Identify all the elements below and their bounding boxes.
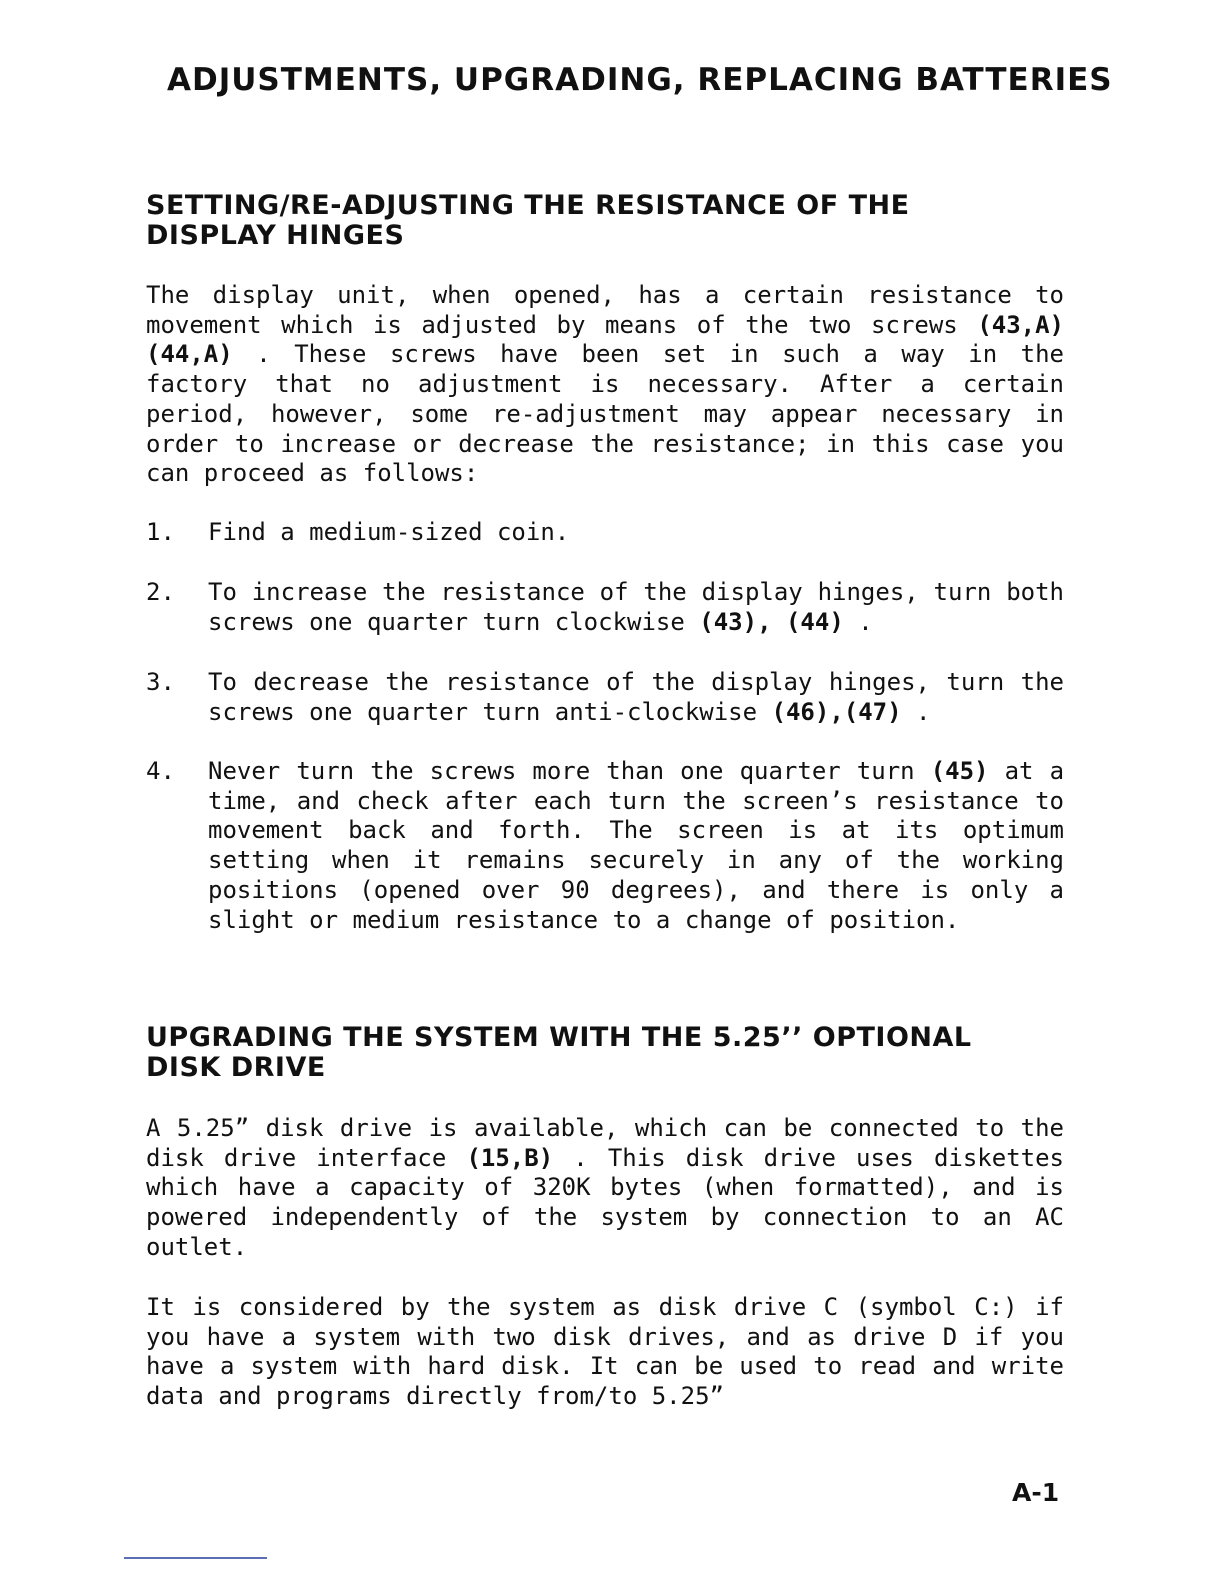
list-item-number: 4.: [146, 757, 175, 785]
drive-letter-paragraph: It is considered by the system as disk drive C (symbol C:) if you have a system with two disk drives, and as drive D if you have a system with hard disk. It can be used to read and write data and programs directly from/to 5.25”: [146, 1293, 1064, 1411]
interface-reference: (15,B): [466, 1143, 554, 1172]
page-title: ADJUSTMENTS, UPGRADING, REPLACING BATTERIES: [167, 62, 1113, 98]
list-item-number: 1.: [146, 518, 175, 546]
heading-line-1: SETTING/RE-ADJUSTING THE RESISTANCE OF THE: [146, 190, 910, 221]
heading-line-1: UPGRADING THE SYSTEM WITH THE 5.25’’ OPTIONAL: [146, 1022, 972, 1053]
list-item-text: Find a medium-sized coin.: [208, 518, 570, 546]
list-item: [146, 578, 1064, 637]
list-item: [146, 518, 1064, 548]
disk-drive-paragraph: A 5.25” disk drive is available, which can be connected to the disk drive interface (15,B) . This disk drive uses diskettes which have a capacity of 320K bytes (when formatted), and is powered independently of the system by connection to an AC outlet.: [146, 1114, 1065, 1261]
intro-text-continued: . These screws have been set in such a way in the factory that no adjustment is necessary. After a certain period, however, some re-adjustment may appear necessary in order to increase or decrease the resistance; in this case you can proceed as follows:: [146, 340, 1065, 488]
list-item: [146, 757, 1064, 935]
list-item-text: To decrease the resistance of the display hinges, turn the screws one quarter turn anti-clockwise (46),(47) .: [208, 668, 1064, 726]
screw-reference: (43,A)(44,A): [146, 310, 1065, 369]
screw-reference: (45): [930, 757, 989, 785]
list-item-text: To increase the resistance of the display hinges, turn both screws one quarter turn clockwise (43), (44) .: [208, 578, 1064, 636]
heading-line-2: DISPLAY HINGES: [146, 220, 405, 251]
section-heading-disk-drive: [146, 1023, 1046, 1083]
list-item-number: 3.: [146, 668, 175, 696]
list-item-text: Never turn the screws more than one quarter turn (45) at a time, and check after each turn the screen’s resistance to movement back and forth. The screen is at its optimum setting when it remains securely in any of the working positions (opened over 90 degrees), and there is only a slight or medium resistance to a change of position.: [208, 757, 1065, 934]
screw-reference: (43), (44): [699, 607, 844, 636]
intro-paragraph: [146, 281, 1064, 489]
list-item: [146, 668, 1064, 727]
heading-line-2: DISK DRIVE: [146, 1052, 326, 1083]
list-item-number: 2.: [146, 578, 175, 606]
page-number: A-1: [1012, 1478, 1060, 1507]
footer-rule: [124, 1557, 267, 1559]
intro-text: The display unit, when opened, has a certain resistance to movement which is adjusted by means of the two screws: [146, 281, 1064, 339]
section-heading-display-hinges: [146, 191, 1046, 251]
screw-reference: (46),(47): [771, 697, 902, 726]
